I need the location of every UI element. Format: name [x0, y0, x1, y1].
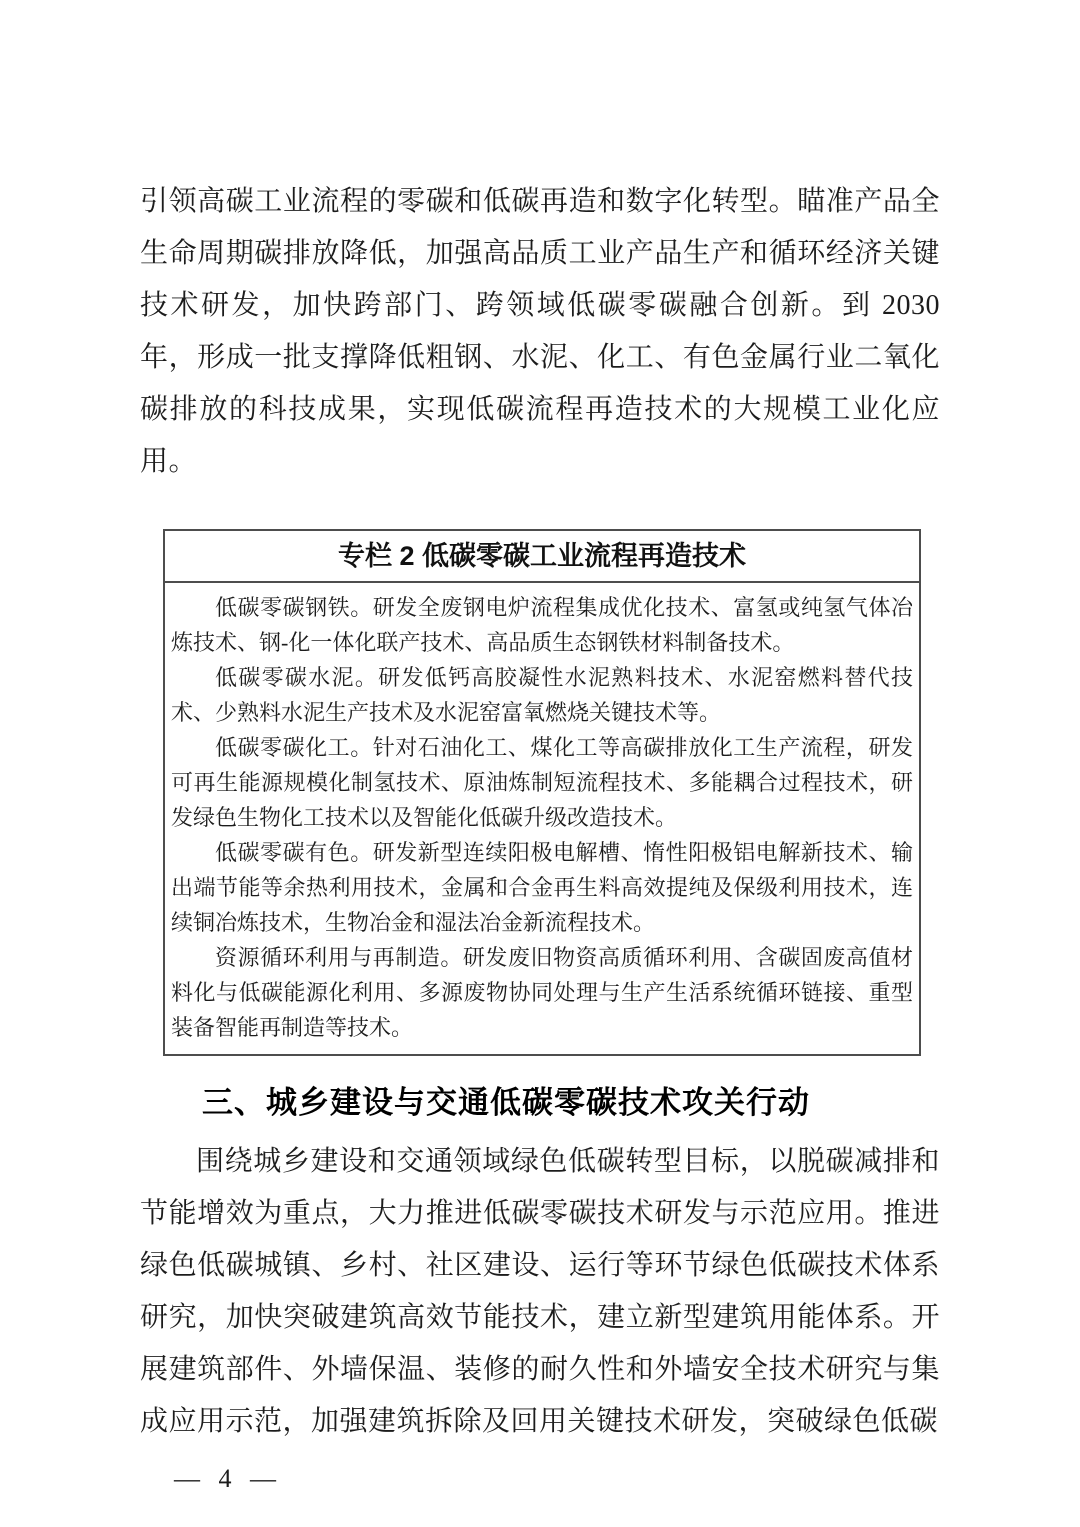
intro-paragraph: 引领高碳工业流程的零碳和低碳再造和数字化转型。瞄准产品全生命周期碳排放降低，加强高品质工业产品生产和循环经济关键技术研发，加快跨部门、跨领域低碳零碳融合创新。到 2030 年，形成一批支撑降低粗钢、水泥、化工、有色金属行业二氧化碳排放的科技成果，实现低碳流程再造技术的大规模工业化应用。	[140, 186, 940, 477]
section-heading: 三、城乡建设与交通低碳零碳技术攻关行动	[202, 1085, 810, 1120]
box-paragraph-steel: 低碳零碳钢铁。研发全废钢电炉流程集成优化技术、富氢或纯氢气体冶炼技术、钢-化一体化联产技术、高品质生态钢铁材料制备技术。	[171, 595, 913, 655]
callout-box-title: 专栏 2 低碳零碳工业流程再造技术	[165, 531, 919, 583]
section-paragraph: 围绕城乡建设和交通领域绿色低碳转型目标，以脱碳减排和节能增效为重点，大力推进低碳零碳技术研发与示范应用。推进绿色低碳城镇、乡村、社区建设、运行等环节绿色低碳技术体系研究，加快突破建筑高效节能技术，建立新型建筑用能体系。开展建筑部件、外墙保温、装修的耐久性和外墙安全技术研究与集成应用示范，加强建筑拆除及回用关键技术研发，突破绿色低碳	[140, 1146, 940, 1437]
box-paragraph-recycling: 资源循环利用与再制造。研发废旧物资高质循环利用、含碳固废高值材料化与低碳能源化利用、多源废物协同处理与生产生活系统循环链接、重型装备智能再制造等技术。	[171, 945, 913, 1040]
callout-box	[163, 529, 921, 1056]
box-paragraph-cement: 低碳零碳水泥。研发低钙高胶凝性水泥熟料技术、水泥窑燃料替代技术、少熟料水泥生产技术及水泥窑富氧燃烧关键技术等。	[171, 665, 913, 725]
box-paragraph-nonferrous: 低碳零碳有色。研发新型连续阳极电解槽、惰性阳极铝电解新技术、输出端节能等余热利用技术，金属和合金再生料高效提纯及保级利用技术，连续铜冶炼技术，生物冶金和湿法冶金新流程技术。	[171, 840, 913, 935]
box-paragraph-chemical: 低碳零碳化工。针对石油化工、煤化工等高碳排放化工生产流程，研发可再生能源规模化制氢技术、原油炼制短流程技术、多能耦合过程技术，研发绿色生物化工技术以及智能化低碳升级改造技术。	[171, 735, 913, 830]
callout-box-body	[165, 583, 919, 1054]
page-number: — 4 —	[174, 1464, 282, 1493]
